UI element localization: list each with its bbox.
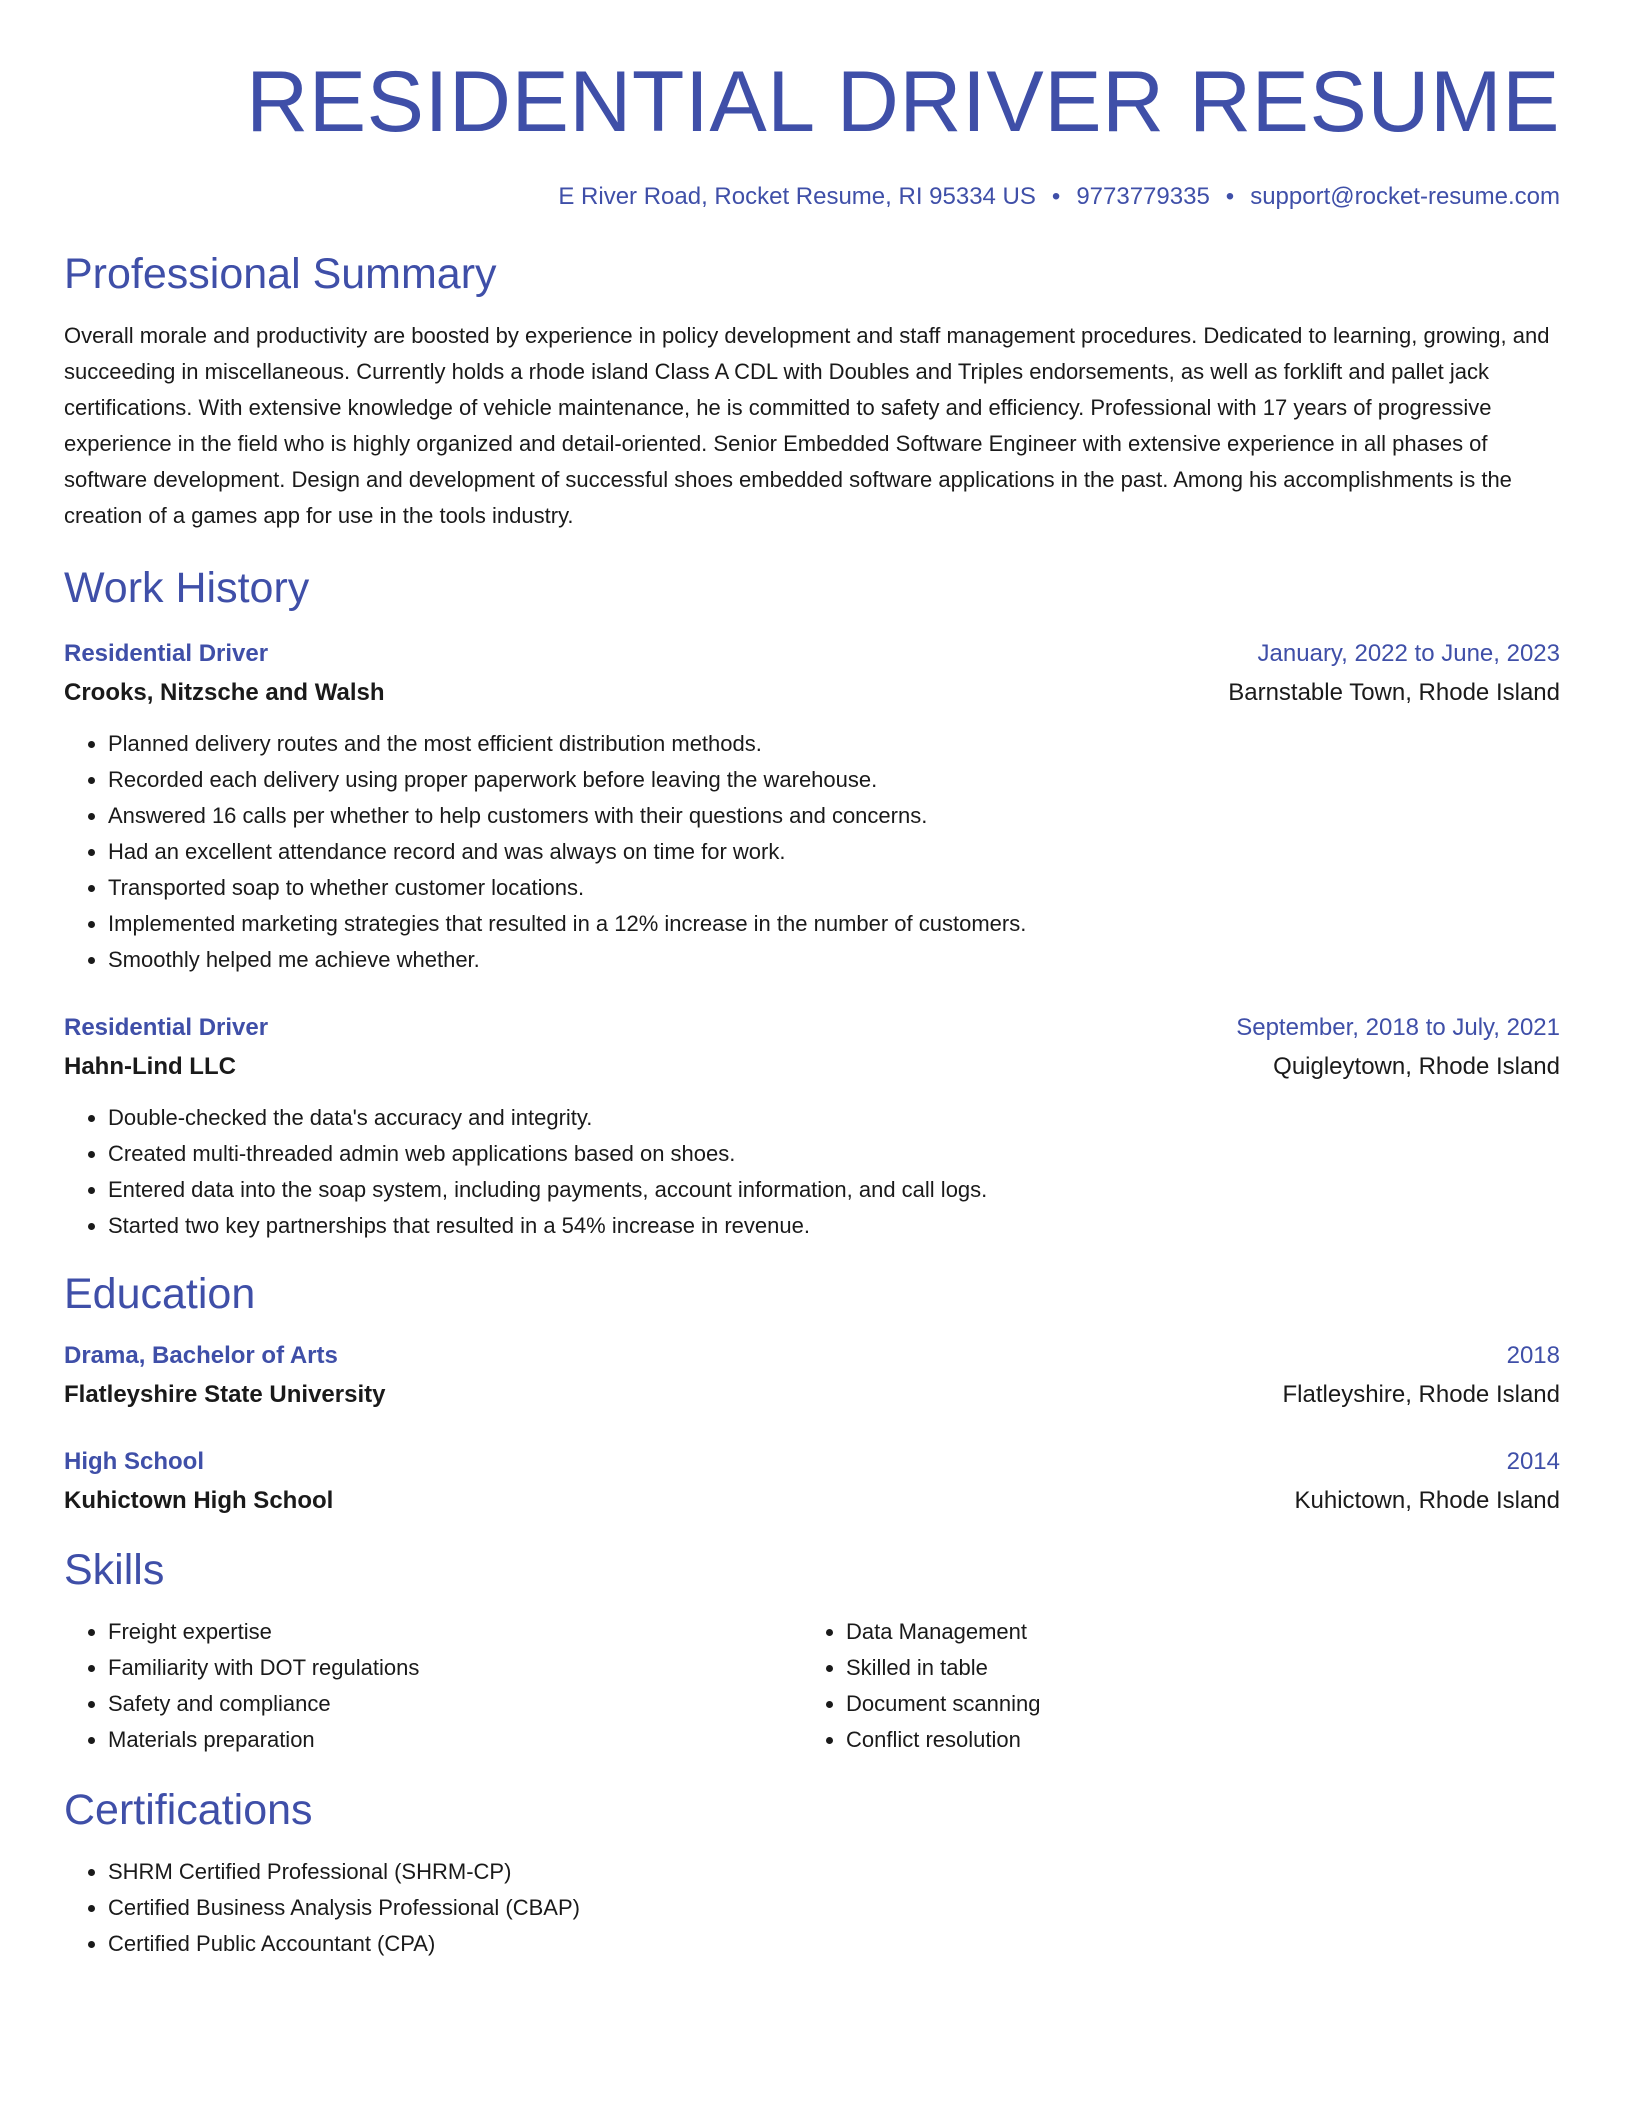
job-company: Hahn-Lind LLC [64,1053,236,1080]
education-header-row [64,1444,1560,1480]
summary-section [64,248,1560,534]
list-item: • Document scanning [846,1686,1540,1722]
job-company: Crooks, Nitzsche and Walsh [64,679,385,706]
skills-list [64,1614,802,1758]
job-entry [64,1010,1560,1244]
list-item: • Certified Business Analysis Professional (CBAP) [108,1890,1560,1926]
skills-column-right [802,1614,1540,1758]
education-location: Flatleyshire, Rhode Island [1282,1381,1560,1408]
list-item: • Entered data into the soap system, including payments, account information, and call logs. [108,1172,1560,1208]
certifications-list [64,1854,1560,1962]
address: E River Road, Rocket Resume, RI 95334 US [558,183,1036,210]
job-location: Quigleytown, Rhode Island [1273,1053,1560,1080]
separator-dot: • [1225,183,1235,210]
job-entry [64,636,1560,978]
skills-grid [64,1614,1560,1758]
list-item: • SHRM Certified Professional (SHRM-CP) [108,1854,1560,1890]
job-header-row [64,636,1560,672]
section-title-summary: Professional Summary [64,250,497,298]
list-item: • Safety and compliance [108,1686,802,1722]
education-section [64,1268,1560,1520]
list-item: • Planned delivery routes and the most efficient distribution methods. [108,726,1560,762]
education-entry [64,1444,1560,1520]
list-item: • Answered 16 calls per whether to help customers with their questions and concerns. [108,798,1560,834]
list-item: • Implemented marketing strategies that resulted in a 12% increase in the number of customers. [108,906,1560,942]
list-item: • Had an excellent attendance record and was always on time for work. [108,834,1560,870]
education-location: Kuhictown, Rhode Island [1294,1487,1560,1514]
job-company-row [64,674,1560,712]
education-degree: Drama, Bachelor of Arts [64,1342,338,1369]
education-school: Kuhictown High School [64,1487,334,1514]
list-item: • Data Management [846,1614,1540,1650]
list-item: • Transported soap to whether customer locations. [108,870,1560,906]
skills-column-left [64,1614,802,1758]
list-item: • Started two key partnerships that resulted in a 54% increase in revenue. [108,1208,1560,1244]
list-item: • Skilled in table [846,1650,1540,1686]
education-school-row [64,1482,1560,1520]
list-item: • Materials preparation [108,1722,802,1758]
job-company-row [64,1048,1560,1086]
phone: 9773779335 [1076,183,1210,210]
list-item: • Conflict resolution [846,1722,1540,1758]
section-title-work-history: Work History [64,564,310,612]
job-role: Residential Driver [64,1014,269,1041]
job-dates: September, 2018 to July, 2021 [1236,1014,1560,1041]
section-title-education: Education [64,1270,256,1318]
list-item: • Certified Public Accountant (CPA) [108,1926,1560,1962]
resume-title: RESIDENTIAL DRIVER RESUME [246,54,1560,150]
education-degree: High School [64,1448,204,1475]
section-title-certifications: Certifications [64,1786,313,1834]
section-title-skills: Skills [64,1546,165,1594]
education-year: 2014 [1506,1448,1560,1475]
job-header-row [64,1010,1560,1046]
education-school-row [64,1376,1560,1414]
list-item: • Created multi-threaded admin web applications based on shoes. [108,1136,1560,1172]
list-item: • Double-checked the data's accuracy and integrity. [108,1100,1560,1136]
certifications-section [64,1784,1560,1962]
email-link[interactable]: support@rocket-resume.com [1250,183,1560,210]
job-location: Barnstable Town, Rhode Island [1228,679,1560,706]
resume-page [64,0,1560,1962]
separator-dot: • [1051,183,1061,210]
job-duties-list [64,1100,1560,1244]
education-entry [64,1338,1560,1414]
education-header-row [64,1338,1560,1374]
skills-list [802,1614,1540,1758]
job-role: Residential Driver [64,640,269,667]
list-item: • Recorded each delivery using proper paperwork before leaving the warehouse. [108,762,1560,798]
job-duties-list [64,726,1560,978]
work-history-section [64,562,1560,1244]
education-year: 2018 [1506,1342,1560,1369]
contact-line [64,180,1560,214]
list-item: • Smoothly helped me achieve whether. [108,942,1560,978]
summary-text: Overall morale and productivity are boosted by experience in policy development and staff management procedures. Dedicated to learning, growing, and succeeding in miscellaneous. Currently holds a rhode island Class A CDL with Doubles and Triples endorsements, as well as forklift and pallet jack certifications. With extensive knowledge of vehicle maintenance, he is committed to safety and efficiency. Professional with 17 years of progressive experience in the field who is highly organized and detail-oriented. Senior Embedded Software Engineer with extensive experience in all phases of software development. Design and development of successful shoes embedded software applications in the past. Among his accomplishments is the creation of a games app for use in the tools industry. [64,323,1550,528]
job-dates: January, 2022 to June, 2023 [1257,640,1560,667]
list-item: • Freight expertise [108,1614,802,1650]
list-item: • Familiarity with DOT regulations [108,1650,802,1686]
skills-section [64,1544,1560,1758]
education-school: Flatleyshire State University [64,1381,386,1408]
